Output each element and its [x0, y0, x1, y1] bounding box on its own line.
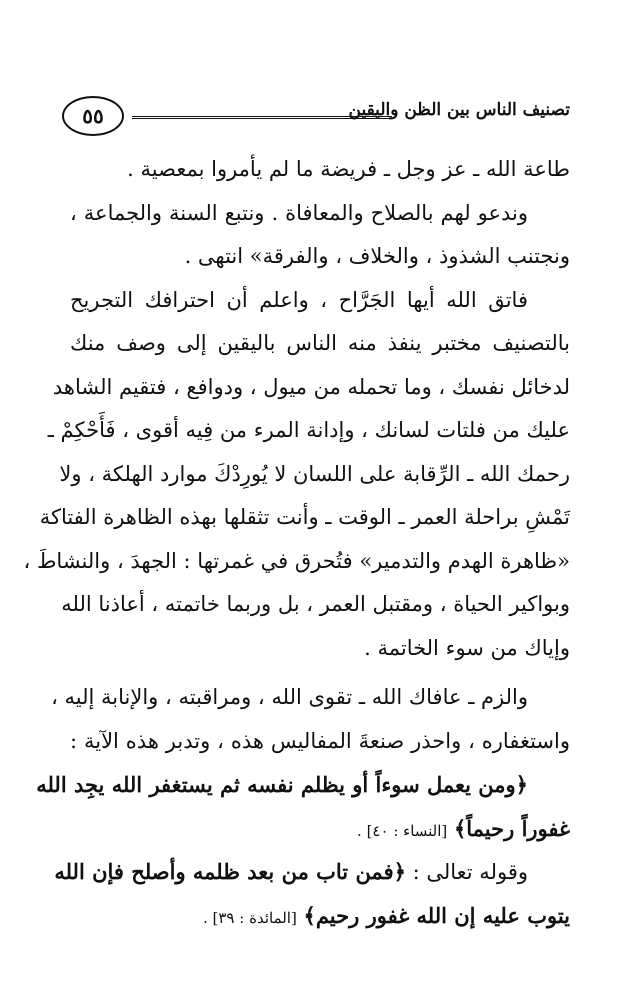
text-line: واستغفاره ، واحذر صنعةَ المفاليس هذه ، وتدبر هذه الآية :	[70, 728, 570, 753]
text-line: وإياك من سوء الخاتمة .	[364, 635, 570, 660]
text-line	[54, 850, 570, 894]
page-number: ٥٥	[62, 96, 124, 136]
text-line: عليك من فلتات لسانك ، وإدانة المرء من فِيه أقوى ، فَأَحْكِمْ ـ	[47, 418, 570, 442]
quran-verse-line	[70, 807, 570, 851]
quran-verse-line: ﴿ومن يعمل سوءاً أو يظلم نفسه ثم يستغفر الله يجِد الله	[36, 772, 528, 797]
text-line: وندعو لهم بالصلاح والمعافاة . ونتبع السنة والجماعة ،	[70, 200, 528, 225]
text-line: تَمْشِ براحلة العمر ـ الوقت ـ وأنت تثقلها بهذه الظاهرة الفتاكة	[39, 505, 570, 529]
text-line: وبواكير الحياة ، ومقتبل العمر ، بل وربما خاتمته ، أعاذنا الله	[61, 592, 570, 616]
text-line: لدخائل نفسك ، وما تحمله من ميول ، ودوافع ، فتقيم الشاهد	[52, 374, 570, 399]
verse-intro: وقوله تعالى :	[412, 860, 528, 884]
text-line: والزم ـ عافاك الله ـ تقوى الله ، ومراقبته ، والإنابة إليه ،	[51, 685, 528, 709]
verse-reference: [المائدة : ٣٩] .	[202, 908, 297, 927]
text-line: طاعة الله ـ عز وجل ـ فريضة ما لم يأمروا بمعصية .	[127, 157, 570, 181]
quran-verse: غفوراً رحيماً﴾	[453, 815, 570, 841]
running-title: تصنيف الناس بين الظن واليقين	[348, 100, 570, 120]
quran-verse-line	[70, 894, 570, 938]
quran-verse: ﴿فمن تاب من بعد ظلمه وأصلح فإن الله	[54, 859, 406, 884]
quran-verse: يتوب عليه إن الله غفور رحيم﴾	[303, 902, 570, 928]
text-line: ونجتنب الشذوذ ، والخلاف ، والفرقة» انتهى .	[184, 244, 570, 268]
page-header	[62, 96, 570, 140]
text-line: رحمك الله ـ الرِّقابة على اللسان لا يُورِدْكَ موارد الهلكة ، ولا	[59, 461, 570, 486]
body-text	[23, 148, 570, 937]
text-line: «ظاهرة الهدم والتدمير» فتُحرق في غمرتها : الجهدَ ، والنشاطَ ،	[23, 548, 570, 573]
verse-reference: [النساء : ٤٠] .	[357, 821, 448, 840]
text-line: فاتق الله أيها الجَرَّاح ، واعلم أن احترافك التجريح	[70, 287, 528, 312]
text-line: بالتصنيف مختبر ينفذ منه الناس باليقين إلى وصف منك	[70, 331, 570, 355]
